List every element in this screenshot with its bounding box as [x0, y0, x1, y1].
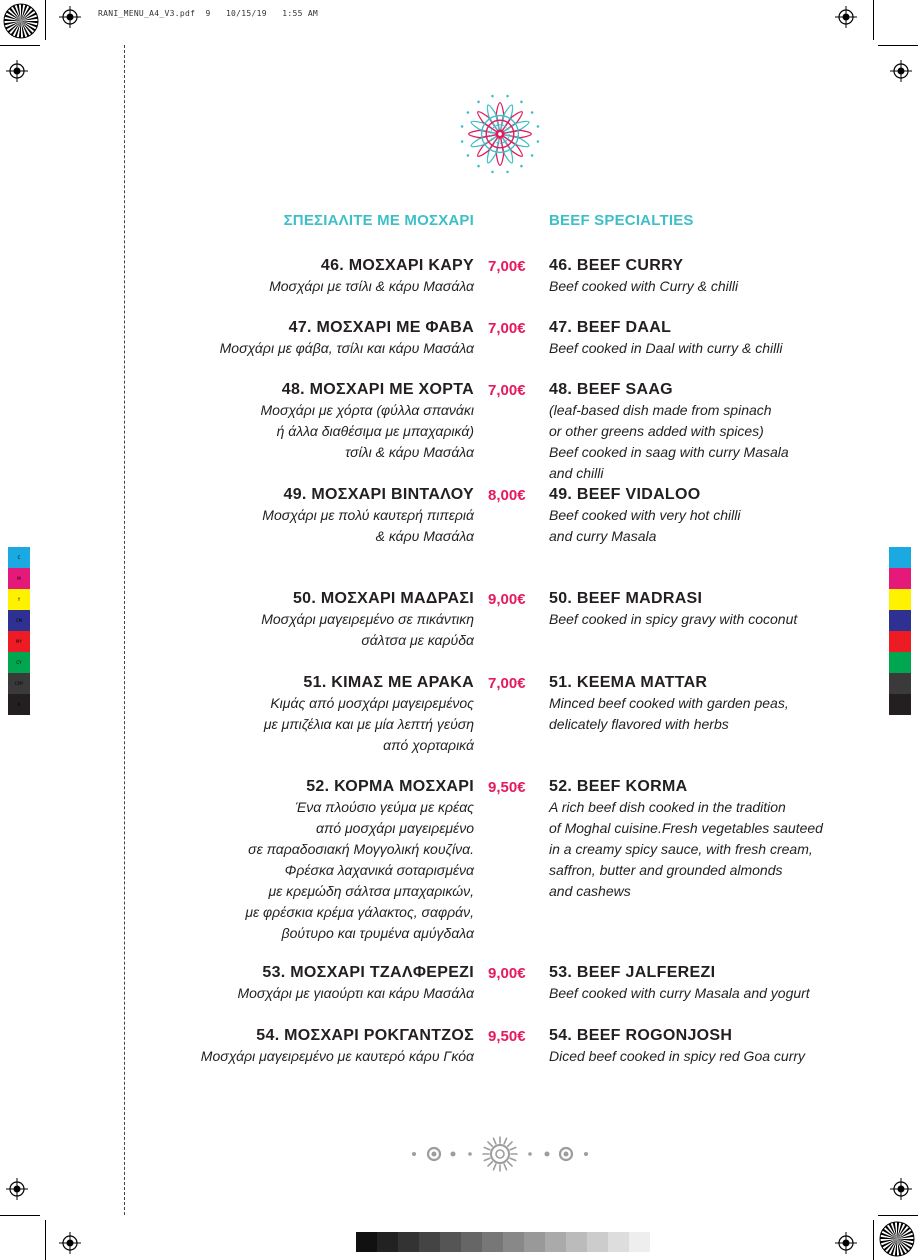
trim-dashed-line — [124, 45, 125, 1215]
dish-price: 9,50€ — [488, 1028, 526, 1045]
dish-title-english: 46. BEEF CURRY — [549, 257, 684, 274]
gray-swatch — [503, 1232, 524, 1252]
dish-price: 9,50€ — [488, 779, 526, 796]
dish-description-greek: με μπιζέλια και με μία λεπτή γεύση — [263, 716, 474, 732]
menu-item-greek — [154, 672, 474, 756]
crop-mark — [873, 1220, 874, 1260]
slug-time: 1:55 AM — [282, 9, 319, 18]
dish-title-english: 53. BEEF JALFEREZI — [549, 964, 716, 981]
gray-swatch — [419, 1232, 440, 1252]
slug-date: 10/15/19 — [225, 9, 267, 18]
dish-description-greek: Μοσχάρι με πολύ καυτερή πιπεριά — [262, 507, 474, 523]
dish-description-english: and cashews — [549, 883, 631, 899]
dish-title-greek: 51. ΚΙΜΑΣ ΜΕ ΑΡΑΚΑ — [303, 674, 474, 691]
dish-description-english: and chilli — [549, 465, 604, 481]
registration-mark-icon — [890, 60, 912, 82]
dish-description-greek: βούτυρο και τρυμένα αμύγδαλα — [281, 925, 474, 941]
crop-mark — [45, 0, 46, 40]
color-swatch — [889, 568, 911, 589]
crop-mark — [45, 1220, 46, 1260]
menu-item-english — [549, 672, 849, 735]
gray-swatch — [377, 1232, 398, 1252]
dish-title-english: 47. BEEF DAAL — [549, 319, 672, 336]
dish-title-greek: 52. ΚΟΡΜΑ ΜΟΣΧΑΡΙ — [306, 778, 474, 795]
color-swatch — [889, 589, 911, 610]
menu-item-greek — [154, 379, 474, 463]
dish-title-english: 48. BEEF SAAG — [549, 381, 673, 398]
menu-item-english — [549, 379, 849, 484]
menu-item-english — [549, 255, 849, 297]
dish-price: 7,00€ — [488, 320, 526, 337]
dish-description-english: (leaf-based dish made from spinach — [549, 402, 772, 418]
color-swatch — [889, 673, 911, 694]
dish-description-english: Beef cooked with curry Masala and yogurt — [549, 985, 810, 1001]
menu-item-greek — [154, 776, 474, 944]
dish-title-greek: 49. ΜΟΣΧΑΡΙ ΒΙΝΤΑΛΟΥ — [283, 486, 474, 503]
crop-mark — [0, 1215, 40, 1216]
dish-description-greek: Μοσχάρι με γιαούρτι και κάρυ Μασάλα — [237, 985, 474, 1001]
dish-description-greek: ή άλλα διαθέσιμα με μπαχαρικά) — [276, 423, 474, 439]
gray-swatch — [482, 1232, 503, 1252]
grayscale-bar — [356, 1232, 650, 1252]
menu-item-greek — [154, 588, 474, 651]
crop-mark — [878, 1215, 918, 1216]
dish-description-english: Beef cooked in saag with curry Masala — [549, 444, 789, 460]
registration-mark-icon — [59, 6, 81, 28]
dish-price: 7,00€ — [488, 675, 526, 692]
color-swatch: C — [8, 547, 30, 568]
color-swatch: MY — [8, 631, 30, 652]
registration-mark-icon — [6, 60, 28, 82]
section-heading-greek: ΣΠΕΣΙΑΛΙΤΕ ΜΕ ΜΟΣΧΑΡΙ — [283, 212, 474, 229]
print-slug — [98, 9, 318, 18]
color-swatch: M — [8, 568, 30, 589]
color-swatch: CMY — [8, 673, 30, 694]
menu-item-greek — [154, 962, 474, 1004]
menu-item-greek — [154, 484, 474, 547]
registration-mark-icon — [835, 6, 857, 28]
dish-description-greek: Φρέσκα λαχανικά σοταρισμένα — [284, 862, 474, 878]
registration-mark-icon — [59, 1232, 81, 1254]
dish-description-english: Beef cooked in spicy gravy with coconut — [549, 611, 798, 627]
menu-item-greek — [154, 1025, 474, 1067]
gray-swatch — [629, 1232, 650, 1252]
gray-swatch — [398, 1232, 419, 1252]
crop-mark — [873, 0, 874, 40]
dish-description-greek: σε παραδοσιακή Μογγολική κουζίνα. — [248, 841, 474, 857]
gray-swatch — [566, 1232, 587, 1252]
dish-description-english: or other greens added with spices) — [549, 423, 764, 439]
dish-description-greek: Μοσχάρι με φάβα, τσίλι και κάρυ Μασάλα — [219, 340, 474, 356]
menu-item-english — [549, 962, 849, 1004]
color-swatch: K — [8, 694, 30, 715]
color-swatch: CY — [8, 652, 30, 673]
dish-description-greek: από μοσχάρι μαγειρεμένο — [315, 820, 474, 836]
registration-mark-icon — [890, 1178, 912, 1200]
dish-description-greek: τσίλι & κάρυ Μασάλα — [345, 444, 474, 460]
crop-mark — [0, 45, 40, 46]
color-swatch: Y — [8, 589, 30, 610]
dish-description-english: Beef cooked with Curry & chilli — [549, 278, 739, 294]
dish-description-greek: με φρέσκια κρέμα γάλακτος, σαφράν, — [245, 904, 474, 920]
dish-description-greek: από χορταρικά — [383, 737, 474, 753]
dish-description-greek: Ένα πλούσιο γεύμα με κρέας — [295, 799, 474, 815]
menu-item-english — [549, 1025, 849, 1067]
dish-description-english: delicately flavored with herbs — [549, 716, 729, 732]
registration-mark-icon — [6, 1178, 28, 1200]
dish-description-greek: Μοσχάρι με τσίλι & κάρυ Μασάλα — [269, 278, 474, 294]
dish-description-greek: σάλτσα με καρύδα — [361, 632, 474, 648]
dish-description-english: A rich beef dish cooked in the tradition — [549, 799, 786, 815]
menu-item-english — [549, 588, 849, 630]
color-swatch: CM — [8, 610, 30, 631]
dish-description-greek: Μοσχάρι με χόρτα (φύλλα σπανάκι — [260, 402, 474, 418]
color-swatch — [889, 610, 911, 631]
menu-item-greek — [154, 255, 474, 297]
dish-title-english: 52. BEEF KORMA — [549, 778, 688, 795]
dish-description-greek: Μοσχάρι μαγειρεμένο με καυτερό κάρυ Γκόα — [200, 1048, 474, 1064]
dish-description-greek: & κάρυ Μασάλα — [375, 528, 474, 544]
menu-item-english — [549, 484, 849, 547]
dish-description-english: Beef cooked in Daal with curry & chilli — [549, 340, 783, 356]
menu-item-greek — [154, 317, 474, 359]
dish-description-english: saffron, butter and grounded almonds — [549, 862, 783, 878]
dish-description-english: Diced beef cooked in spicy red Goa curry — [549, 1048, 806, 1064]
dish-title-greek: 54. ΜΟΣΧΑΡΙ ΡΟΚΓΑΝΤΖΟΣ — [256, 1027, 474, 1044]
dish-description-english: in a creamy spicy sauce, with fresh cream, — [549, 841, 813, 857]
dish-title-english: 50. BEEF MADRASI — [549, 590, 703, 607]
dish-description-english: Beef cooked with very hot chilli — [549, 507, 741, 523]
dish-description-english: Minced beef cooked with garden peas, — [549, 695, 789, 711]
dish-title-greek: 46. ΜΟΣΧΑΡΙ ΚΑΡΥ — [320, 257, 474, 274]
section-heading-english: BEEF SPECIALTIES — [549, 212, 694, 229]
dish-price: 8,00€ — [488, 487, 526, 504]
color-swatch — [889, 694, 911, 715]
starburst-mark-icon — [2, 2, 40, 40]
dish-description-english: and curry Masala — [549, 528, 657, 544]
gray-swatch — [461, 1232, 482, 1252]
dish-description-greek: Κιμάς από μοσχάρι μαγειρεμένος — [270, 695, 474, 711]
menu-item-english — [549, 317, 849, 359]
dish-price: 7,00€ — [488, 382, 526, 399]
gray-swatch — [608, 1232, 629, 1252]
dish-title-greek: 48. ΜΟΣΧΑΡΙ ΜΕ ΧΟΡΤΑ — [281, 381, 474, 398]
dish-title-english: 51. KEEMA MATTAR — [549, 674, 708, 691]
menu-item-english — [549, 776, 849, 902]
color-bar-left — [8, 547, 30, 715]
color-bar-right — [889, 547, 911, 715]
color-swatch — [889, 652, 911, 673]
dish-description-greek: Μοσχάρι μαγειρεμένο σε πικάντικη — [261, 611, 474, 627]
gray-swatch — [356, 1232, 377, 1252]
gray-swatch — [545, 1232, 566, 1252]
slug-filename: RANI_MENU_A4_V3.pdf — [98, 9, 196, 18]
dish-title-greek: 50. ΜΟΣΧΑΡΙ ΜΑΔΡΑΣΙ — [292, 590, 474, 607]
gray-swatch — [524, 1232, 545, 1252]
gray-swatch — [587, 1232, 608, 1252]
dish-description-greek: με κρεμώδη σάλτσα μπαχαρικών, — [268, 883, 474, 899]
dish-title-english: 49. BEEF VIDALOO — [549, 486, 701, 503]
dish-title-greek: 53. ΜΟΣΧΑΡΙ ΤΖΑΛΦΕΡΕΖΙ — [262, 964, 474, 981]
dish-price: 7,00€ — [488, 258, 526, 275]
dish-title-english: 54. BEEF ROGONJOSH — [549, 1027, 733, 1044]
dish-price: 9,00€ — [488, 965, 526, 982]
sun-dots-ornament-icon — [408, 1134, 592, 1174]
gray-swatch — [440, 1232, 461, 1252]
color-swatch — [889, 631, 911, 652]
color-swatch — [889, 547, 911, 568]
dish-description-english: of Moghal cuisine.Fresh vegetables sauteed — [549, 820, 823, 836]
registration-mark-icon — [835, 1232, 857, 1254]
slug-page: 9 — [205, 9, 211, 18]
crop-mark — [878, 45, 918, 46]
dish-price: 9,00€ — [488, 591, 526, 608]
dish-title-greek: 47. ΜΟΣΧΑΡΙ ΜΕ ΦΑΒΑ — [288, 319, 474, 336]
starburst-mark-icon — [878, 1220, 916, 1258]
mandala-icon — [454, 88, 546, 180]
